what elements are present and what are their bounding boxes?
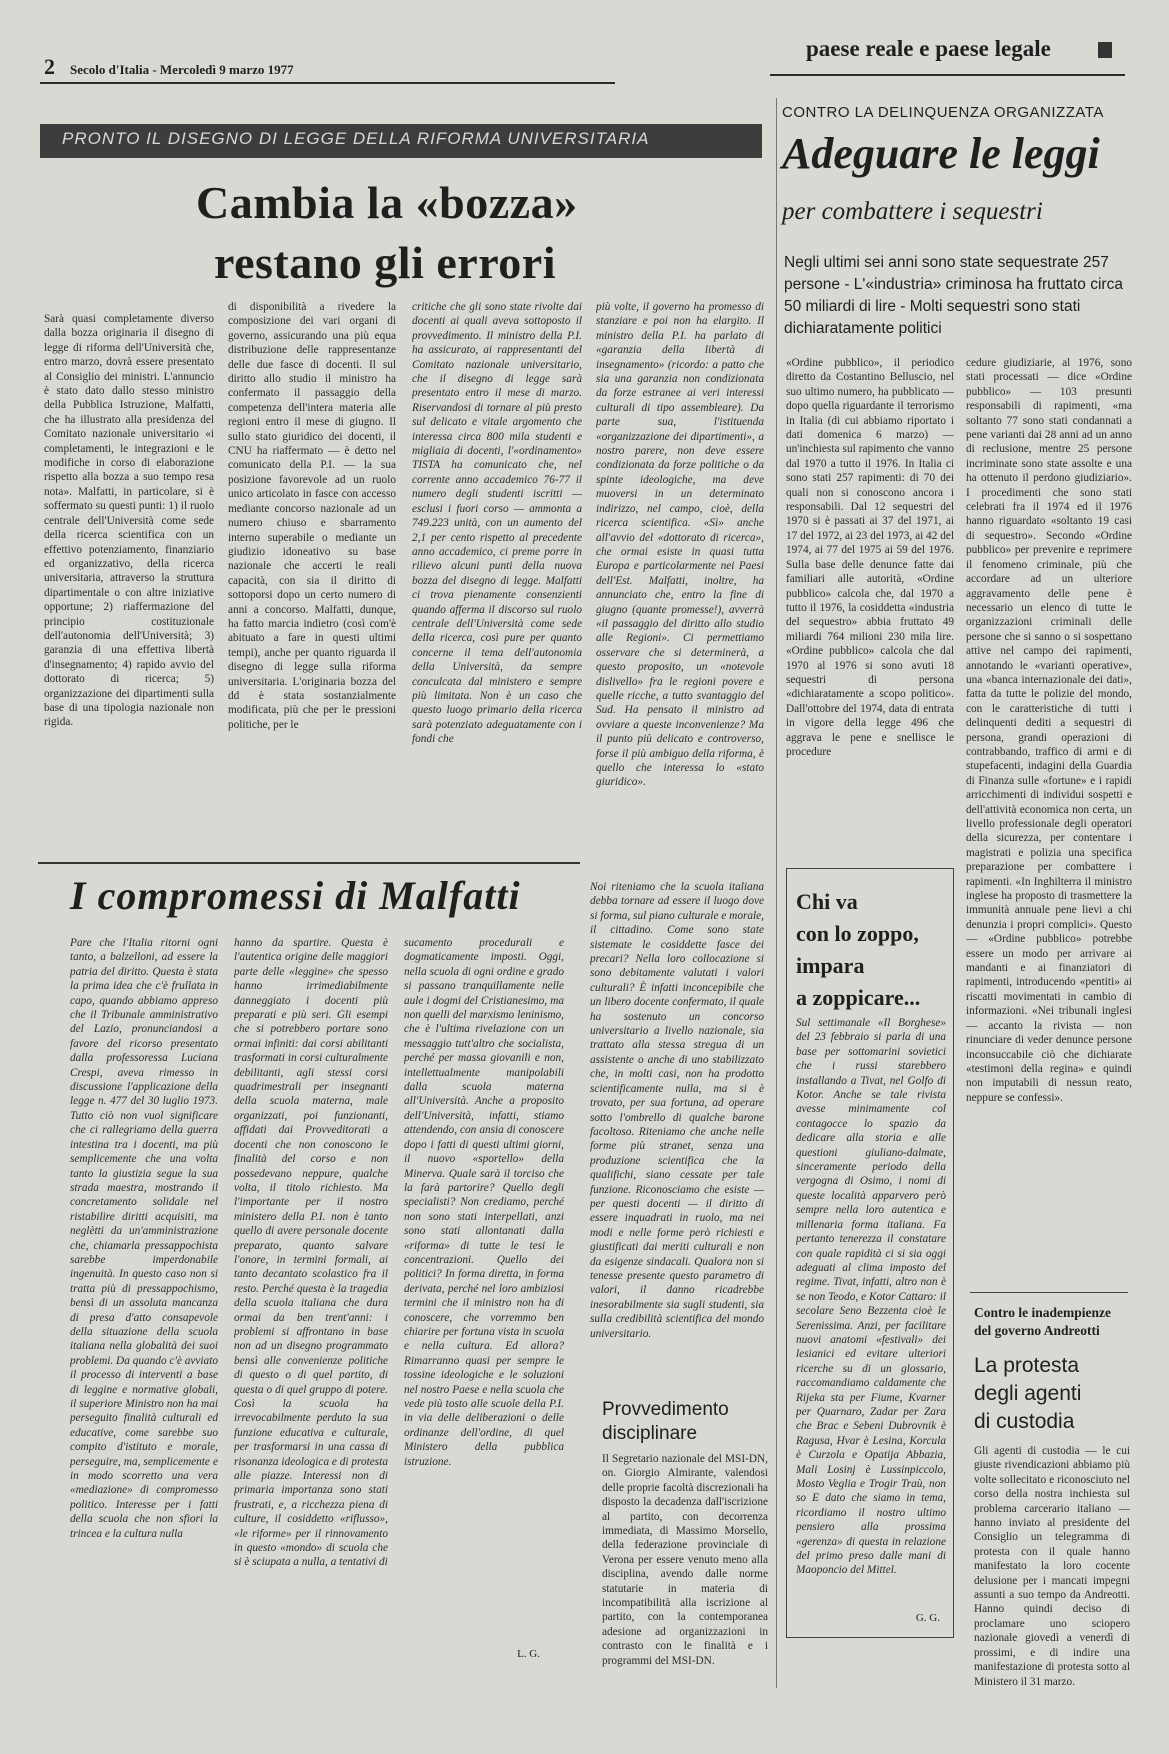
custodia-kicker (974, 1304, 1111, 1340)
crime-kicker: CONTRO LA DELINQUENZA ORGANIZZATA (782, 104, 1104, 121)
malfatti-title: I compromessi di Malfatti (70, 873, 521, 918)
masthead-rule-left (40, 82, 615, 84)
crime-title: Adeguare le leggi (782, 129, 1100, 178)
custodia-title-line2: degli agenti (974, 1382, 1082, 1405)
crime-column-2: cedure giudiziarie, al 1976, sono stati processati — dice «Ordine pubblico» — 103 presunti responsabili di rapimenti, «ma soltanto 77 sono stati condannati a pene varianti dai 28 anni ad un anno di reclusione, mentre 25 persone incriminate sono state assolte e una ha ottenuto il perdono giudiziario». I procedimenti che sono stati celebrati fra il 1974 ed il 1976 hanno riguardato «soltanto 19 casi di sequestro». Secondo «Ordine pubblico» per prevenire e reprimere il fenomeno criminale, più che accordare ad un ulteriore aggravamento delle pene è necessario un elenco di tutte le organizzazioni criminali delle persone che si sanno o si sospettano attive nel campo dei rapimenti, annotando le «varianti operative», una «banca internazionale dei dati», fatta da tutte le polizie del mondo, con le caratteristiche di tutti i delinquenti dediti a sequestri di persona, grandi operazioni di contrabbando, traffico di armi e di stupefacenti, indagini della Guardia di Finanza sulle «fortune» e i rapidi arricchimenti di individui sospetti e dell'attività economica non certa, un livello professionale degli operatori della sicurezza, per contentare i magistrati e polizia una specifica preparazione per combattere i rapimenti. «In Inghilterra il ministro inglese ha proposto di trasmettere la immunità annuale pene lievi a chi denunzia i propri complici». Questo — «Ordine pubblico» potrebbe essere un modo per arrivare ai mandanti e ai finanziatori di rapimenti, introducendo «pentiti» ai riscatti movimentati in cambio di informazioni. «Nei tribunali inglesi — accanto la rivista — non rinunciare di veder denunce persone inconsuccabile ciò che dichiarate «testimoni della regina» e quindi non imputabili di nessun reato, neppure se confessi». (966, 357, 1132, 1104)
paper-date: Secolo d'Italia - Mercoledì 9 marzo 1977 (70, 62, 294, 77)
custodia-title-line1: La protesta (974, 1354, 1080, 1377)
page-number: 2 (44, 54, 55, 79)
zoppo-title-line4: a zoppicare... (796, 985, 921, 1010)
custodia-rule (970, 1292, 1128, 1293)
provvedimento-title-line1: Provvedimento (602, 1399, 729, 1420)
crime-column-1: «Ordine pubblico», il periodico diretto da Costantino Belluscio, nel suo ultimo numero, ha pubblicato — dopo quella riguardante il terrorismo in Italia (di cui abbiamo riportato i dati domenica 6 marzo) — un'inchiesta sul rapimento che vanno dal 1970 a tutto il 1976. In Italia ci sono stati 257 rapimenti: di 70 dei quali non si conoscono ancora i responsabili. Dal 12 sequestri del 1970 si è passati ai 37 del 1971, ai 17 del 1972, ai 23 del 1973, ai 42 del 1974, ai 77 del 1975 ai 59 del 1976. Sulla base delle denunce fatte dai familiari alle autorità, «Ordine pubblico» calcola che, dal 1970 a tutto il 1976, la cosiddetta «industria del sequestro» abbia fruttato 49 miliardi 764 milioni 230 mila lire. «Ordine pubblico» calcola che dal 1970 al 1976 si sono avuti 18 sequestri di persona «dichiaratamente a scopo politico». Dall'ottobre del 1974, data di entrata in vigore della legge 496 che aggrava le pene e snellisce le procedure (786, 357, 954, 758)
custodia-title (974, 1352, 1081, 1436)
zoppo-signature: G. G. (915, 1612, 940, 1624)
custodia-body: Gli agenti di custodia — le cui giuste rivendicazioni abbiamo più volte sollecitato e riconosciuto nel corso della nostra inchiesta sul problema carcerario italiano — hanno inviato al presidente del Consiglio un telegramma di protesta con il quale hanno manifestato la loro cocente delusione per i mancati impegni assunti a suo tempo da Andreotti. Hanno quindi deciso di proclamare uno sciopero nazionale giovedì a venerdì di prossimi, e di indire una manifestazione di protesta sotto al Ministero il 31 marzo. (974, 1445, 1130, 1688)
masthead-rule-right (770, 74, 1125, 76)
crime-subtitle: per combattere i sequestri (782, 198, 1043, 225)
custodia-kicker-line2: del governo Andreotti (974, 1323, 1100, 1338)
university-column-4: più volte, il governo ha promesso di stanziare e poi non ha elargito. Il ministro della P.I. ha parlato di «garanzia della libertà di insegnamento» (ricordo: a patto che sia una garanzia non condizionata da forze estranee ai veri interessi culturali di tipo assembleare). Da parte sua, l'istituenda «organizzazione dei dipartimenti», a nostro parere, non deve essere condizionata da forze politiche o da spinte ideologiche, ma deve muoversi in un determinato indirizzo, nel campo, cioè, della ricerca scientifica. «Sì» anche all'avvio del «dottorato di ricerca», che ormai esiste in quasi tutta Europa e particolarmente nei Paesi dell'Est. Malfatti, inoltre, ha annunciato che, entro la fine di giugno (quante promesse!), avverrà «il passaggio del diritto allo studio alle Regioni». Ci permettiamo osservare che si determinerà, a questo proposito, un «notevole dislivello» fra le regioni povere e quelle ricche, a tutto svantaggio del Sud. Ha pensato il ministro ad ovviare a queste inconvenienze? Ma il punto più delicato e controverso, forse il più ambiguo della riforma, è quello che interessa lo «stato giuridico». (596, 301, 764, 789)
malfatti-signature: L. G. (517, 1648, 540, 1660)
section-marker (1098, 42, 1112, 58)
provvedimento-body: Il Segretario nazionale del MSI-DN, on. Giorgio Almirante, valendosi delle proprie facoltà discrezionali ha disposto la decadenza dall'iscrizione al partito, con decorrenza immediata, di Massimo Morsello, della federazione provinciale di Verona per essere venuto meno alla disciplina, avendo dalle norme statutarie in materia di incompatibilità alla iscrizione al partito, con la contemporanea adesione ad organizzazioni in contrasto con le finalità e i programmi del MSI-DN. (602, 1453, 768, 1667)
university-column-3: critiche che gli sono state rivolte dai docenti ai quali aveva sottoposto il provvedimento. Il ministro della P.I. ha assicurato, ai rappresentanti del Comitato nazionale universitario, che il disegno di legge sarà presentato entro il mese di marzo. Riservandosi di tornare al più presto sul delicato e vitale argomento che interessa circa 800 mila studenti e migliaia di docenti, l'«ordinamento» TISTA ha comunicato che, nel corrente anno accademico 76-77 il numero degli studenti iscritti — esclusi i fuori corso — ammonta a 749.223 unità, con un aumento del 2,1 per cento rispetto al precedente anno accademico, ci preme porre in rilievo alcuni punti della nuova bozza del disegno di legge. Malfatti ci trova pienamente consenzienti quando afferma il discorso sul ruolo centrale dell'Università come sede della ricerca, così pure per quanto concerne il tema dell'autonomia della Università, da sempre conculcata dal ministero e sempre più limitata. Non è un caso che questo luogo primario della ricerca sarà potenziato adeguatamente con i fondi che (412, 301, 582, 746)
zoppo-title-line1: Chi va (796, 889, 858, 914)
zoppo-title-line2: con lo zoppo, (796, 921, 919, 946)
malfatti-box-top-rule (38, 862, 580, 864)
column-divider (776, 98, 777, 1688)
university-column-1: Sarà quasi completamente diverso dalla bozza originaria il disegno di legge di riforma dell'Università che, entro marzo, dovrà essere presentato al Consiglio dei ministri. L'annuncio è stato dato dallo stesso ministro della Pubblica Istruzione, Malfatti, che ha illustrato alla presidenza del Comitato nazionale universitario «i completamenti, le integrazioni e le modifiche in corso di elaborazione rispetto alla bozza a suo tempo resa nota». Malfatti, in particolare, si è soffermato su questi punti: 1) il ruolo centrale dell'Università come sede della ricerca scientifica con un effettivo potenziamento, finanziario ed organizzativo, della ricerca universitaria, attraverso la struttura dipartimentale o con altre iniziative opportune; 2) riaffermazione del principio costituzionale dell'autonomia dell'Università; 3) garanzia di una effettiva libertà d'insegnamento; 4) rapido avvio del dottorato di ricerca; 5) organizzazione dei dipartimenti sulla base di una tipologia nazionale non rigida. (44, 313, 214, 729)
custodia-kicker-line1: Contro le inadempienze (974, 1305, 1111, 1320)
zoppo-title (796, 886, 920, 1014)
university-kicker: PRONTO IL DISEGNO DI LEGGE DELLA RIFORMA UNIVERSITARIA (40, 124, 762, 158)
zoppo-body: Sul settimanale «Il Borghese» del 23 febbraio si parla di una base per sottomarini sovietici che i russi starebbero installando a Tivat, nel Golfo di Kotor. Anche se tale rivista avesse minimamente col contagocce lo spazio da dedicare alla storia e alle questioni giuliano-dalmate, sinceramente periodo della vergogna di Osimo, i nomi di queste località apparvero però sempre nella loro autentica e millenaria forma italiana. Fa pertanto tenerezza il constatare con quale rapidità ci si sia oggi adeguati al clima imposto del regime. Tivat, infatti, altro non è se non Teodo, e Kotor Cattaro: il secolare Seno Bezzenta cioè le Serenissima. Anzi, per facilitare nuovi anatomi «festivali» dei lesianici ed evitare ulteriori ricerche su di un glossario, raccomandiamo caldamente che Rijeka sta per Fiume, Kvarner per Quarnaro, Zadar per Zara che Brac e Sebeni Dubrovnik è Ragusa, Hvar è Lesina, Korcula è Curzola e Opatija Abbazia, Mali Losinj è Lussinpiccolo, Mosto Veglia e Trogir Traù, non so E dato che siamo in tema, ricordiamo il nostro ultimo pensiero alla prossima «gerenza» di questa in relazione del primo preso dalle mani di Maoponcio del Mittel. (796, 1017, 946, 1577)
university-column-2: di disponibilità a rivedere la composizione dei vari organi di governo, assicurando una più equa distribuzione delle rappresentanze delle due fasce di docenti. Il sul diritto allo studio il ministro ha confermato il passaggio della competenza dell'intera materia alle regioni entro il mese di giugno. Il sullo stato giuridico dei docenti, il CNU ha riaffermato — è detto nel comunicato della P.I. — la sua posizione favorevole ad un ruolo unico articolato in fasce con accesso mediante concorso nazionale ad un numero chiuso e sbarramento interno superabile o mediante un giudizio idoneativo su base nazionale che accerti le reali capacità, con sia il diritto di sottoporsi dopo un certo numero di anni a concorso. Malfatti, dunque, ha fatto marcia indietro (così com'è abituato a fare in questi ultimi tempi), anche per quanto riguarda il disegno di legge sulla riforma universitaria. L'originaria bozza del dd è stata sostanzialmente modificata, più che per le pressioni politiche, per le (228, 301, 396, 731)
malfatti-column-2: hanno da spartire. Questa è l'autentica origine delle maggiori parte delle «leggine» che spesso hanno irrimediabilmente danneggiato i docenti più preparati e più seri. Gli esempi che si potrebbero portare sono ormai infiniti: dai corsi abilitanti trasformati in corsi culturalmente debilitanti, agli stessi corsi quadrimestrali per insegnanti della scuola materna, male organizzati, poi funzionanti, affidati dai Provveditorati a docenti che non conoscono le finalità del corso e non possedevano neppure, qualche volta, il titolo richiesto. Ma l'importante per il nostro ministero della P.I. non è tanto quello di avere personale docente preparato, quanto salvare l'onore, in termini formali, ai tanto decantato scolastico fra il resto. Perché questa è la tragedia della scuola italiana che dura ormai da ben trent'anni: i problemi si affrontano in base non ad un disegno programmato bensì alle convenienze politiche di questo o di quel partito, di questa o di quel gruppo di potere. Così la scuola ha irrevocabilmente perduto la sua funzione educativa e culturale, per trasformarsi in una cassa di risonanza ideologica e di protesta alle piazze. Interessi non di primaria importanza sono stati frustrati, e, a ricchezza piena di culture, il cosiddetto «riflusso», «le riforme» per il rinnovamento in questo «mondo» di scuola che si è sciupata a nulla, a tentativi di (234, 937, 388, 1569)
section-heading: paese reale e paese legale (806, 36, 1051, 61)
custodia-title-line3: di custodia (974, 1410, 1075, 1433)
malfatti-column-1: Pare che l'Italia ritorni ogni tanto, a balzelloni, ad essere la patria del diritto. Questa è stata la prima idea che c'è frullata in capo, quando abbiamo appreso che il Tribunale amministrativo del Lazio, pronunciandosi a favore del ricorso presentato dalla professoressa Luciana Crespi, aveva rimesso in discussione l'applicazione della legge n. 477 del 30 luglio 1973. Tutto ciò non vuol significare che ci rallegriamo della guerra intestina tra i docenti, ma più semplicemente che una volta tanto la giustizia segue la sua strada maestra, mostrando il concretamento solidale nel ristabilire diritti acquisiti, ma neglètti da un'amministrazione che, chiamarla pressappochista sarebbe imperdonabile ingenuità. In questo caso non si tratta più di pressappochismo, bensì di un assoluta mancanza di presa d'atto consapevole della situazione della scuola italiana nella globalità dei suoi problemi. Da quando c'è avviato il processo di interventi a base di leggine e normative globali, il superiore Ministro non ha mai perseguito finalità culturali ed educative, come sarebbe suo compito d'istituto e morale, perseguire, ma, semplicemente e in modo scorretto una vera «mediazione» di compromesso politico. Interesse per i fatti della scuola che non sfiori la trincea e la cultura nulla (70, 937, 218, 1540)
malfatti-column-4: Noi riteniamo che la scuola italiana debba tornare ad essere il luogo dove si forma, sul piano culturale e morale, il cittadino. Come sono state sistemate le cosiddette fasce dei precari? Nella loro collocazione si sono debitamente valutati i valori culturali? È infatti inconcepibile che un libero docente confermato, il quale ha sostenuto un concorso universitario a livello nazionale, sia trattato alla stessa stregua di un assistente o anche di uno stabilizzato che, in molti casi, non ha prodotto scientificamente nulla, ma si è trovato, per sua fortuna, ad operare sotto l'ombrello di qualche barone facoltoso. Riteniamo che anche nelle forme più stranet, senza una produzione scientifica che la qualifichi, siano cessate per tale funzione. Riconosciamo che esiste — per questi docenti — il diritto di essere inquadrati in ruolo, ma nei modi e nelle forme però richiesti e giustificati dai meriti culturali e non da esigenze sindacali. Qualora non si tenesse presente questo parametro di valori, il danno ricadrebbe inesorabilmente sia sugli studenti, sia sulla credibilità scientifica del mondo universitario. (590, 881, 764, 1340)
provvedimento-title (602, 1398, 729, 1446)
university-title-line2: restano gli errori (214, 237, 556, 288)
zoppo-title-line3: impara (796, 953, 865, 978)
university-title-line1: Cambia la «bozza» (196, 177, 578, 228)
malfatti-column-3: sucamento procedurali e dogmaticamente imposti. Oggi, nella scuola di ogni ordine e grado si passano tranquillamente nelle aule i dogmi del Cristianesimo, ma non quelli del marxismo leninismo, che è l'ultima rivelazione con un messaggio tutt'altro che socialista, perché per massa giovanili e non, intellettualmente manipolabili dalla scuola materna all'Università. Anche a proposito dell'Università, infatti, stiamo attendendo, con ansia di conoscere dopo i fatti di questi ultimi giorni, il nuovo «sportello» della Minerva. Quale sarà il torciso che la farà partorire? Quello degli specialisti? Non crediamo, perché non sono stati interpellati, anzi sono stati allontanati dalla «riforma» di tutte le tesi le concentrazioni. Quello dei politici? In forma diretta, in forma derivata, perché nel loro ambiziosi termini che il ministro non ha di conoscere, che vorremmo ben chiarire per fortuna vista in scuola e nella cultura. Ed allora? Rimarranno quasi per sempre le tossine ideologiche e le soluzioni nel nostro Paese e nella scuola che vede più tosto alle scuole della P.I. in via delle deliberazioni o delle ordinanze dell'ordine, di quel Ministero della pubblica istruzione. (404, 937, 564, 1468)
crime-lead: Negli ultimi sei anni sono state sequestrate 257 persone - L'«industria» criminosa ha fruttato circa 50 miliardi di lire - Molti sequestri sono stati dichiaratamente politici (784, 254, 1123, 337)
provvedimento-title-line2: disciplinare (602, 1423, 698, 1444)
